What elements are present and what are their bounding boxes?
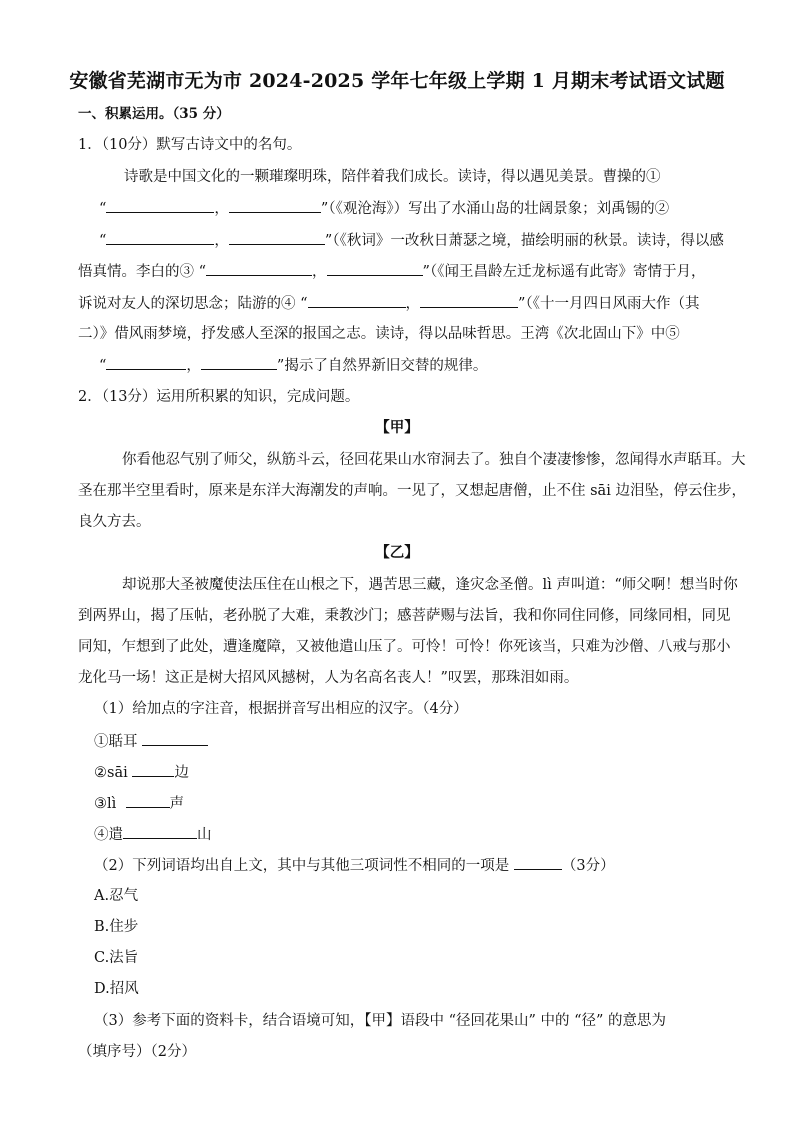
passage-yi-label: 【乙】 [375, 544, 419, 561]
option-b[interactable]: B.住步 [94, 919, 139, 935]
sub-question-2: （2）下列词语均出自上文，其中与其他三项词性不相同的一项是 （3分） [94, 855, 615, 876]
passage-jia-line: 良久方去。 [78, 514, 151, 530]
answer-item-3: ③lì 声 [94, 793, 184, 814]
answer-blank[interactable] [327, 261, 423, 276]
q1-line-3: “ ， ”（《秋词》一改秋日萧瑟之境，描绘明丽的秋景。读诗，得以感 [99, 230, 724, 251]
answer-blank[interactable] [142, 731, 208, 746]
option-c[interactable]: C.法旨 [94, 950, 139, 966]
answer-blank[interactable] [106, 355, 186, 370]
answer-blank[interactable] [106, 198, 214, 213]
passage-yi-line: 同知，乍想到了此处，遭逢魔障，又被他遣山压了。可怜！可怜！你死该当，只难为沙僧、八戒与那小 [78, 639, 731, 655]
page-title: 安徽省芜湖市无为市 2024-2025 学年七年级上学期 1 月期末考试语文试题 [69, 70, 725, 92]
sub-question-1: （1）给加点的字注音，根据拼音写出相应的汉字。（4分） [94, 701, 468, 717]
q1-line-1: 诗歌是中国文化的一颗璀璨明珠，陪伴着我们成长。读诗，得以遇见美景。曹操的① [124, 169, 661, 185]
answer-blank[interactable] [229, 230, 325, 245]
answer-item-2: ②sāi 边 [94, 762, 189, 783]
answer-blank[interactable] [126, 793, 170, 808]
passage-yi-line: 龙化马一场！这正是树大招风风撼树，人为名高名丧人！”叹罢，那珠泪如雨。 [78, 670, 579, 686]
answer-blank[interactable] [201, 355, 277, 370]
answer-item-1: ①聒耳 [94, 731, 208, 752]
passage-yi-line: 到两界山，揭了压帖，老孙脱了大难，秉教沙门；感菩萨赐与法旨，我和你同住同修，同缘同相，同见 [78, 608, 731, 624]
passage-yi-line: 却说那大圣被魔使法压住在山根之下，遇苦思三藏，逢灾念圣僧。lì 声叫道：“师父啊！想当时你 [122, 577, 738, 593]
answer-blank[interactable] [132, 762, 174, 777]
q1-line-6: 二）》借风雨梦境，抒发感人至深的报国之志。读诗，得以品味哲思。王湾《次北固山下》中⑤ [78, 326, 680, 342]
option-a[interactable]: A.忍气 [94, 888, 139, 904]
answer-item-4: ④遣 山 [94, 824, 212, 845]
sub-question-3: （3）参考下面的资料卡，结合语境可知，【甲】语段中 “径回花果山” 中的 “径” 的意思为 [94, 1013, 667, 1029]
q1-line-4: 悟真情。李白的③ “ ， ”（《闻王昌龄左迁龙标遥有此寄》寄情于月， [78, 261, 705, 282]
q1-line-7: “ ， ”揭示了自然界新旧交替的规律。 [99, 355, 487, 376]
q1-line-5: 诉说对友人的深切思念；陆游的④ “ ， ”（《十一月四日风雨大作（其 [78, 293, 699, 314]
passage-jia-line: 你看他忍气别了师父，纵筋斗云，径回花果山水帘洞去了。独自个凄凄惨惨，忽闻得水声聒耳。大 [122, 452, 746, 468]
sub-question-3-cont: （填序号）（2分） [78, 1044, 196, 1060]
question-1-header: 1．（10分）默写古诗文中的名句。 [78, 137, 302, 153]
passage-jia-label: 【甲】 [375, 419, 419, 436]
answer-blank[interactable] [229, 198, 321, 213]
answer-blank[interactable] [514, 855, 562, 870]
answer-blank[interactable] [206, 261, 312, 276]
answer-blank[interactable] [123, 824, 197, 839]
answer-blank[interactable] [420, 293, 518, 308]
passage-jia-line: 圣在那半空里看时，原来是东洋大海潮发的声响。一见了，又想起唐僧，止不住 sāi 边泪坠，停云住步， [78, 483, 746, 499]
section-heading: 一、积累运用。（35 分） [78, 106, 230, 122]
answer-blank[interactable] [308, 293, 406, 308]
q1-line-2: “ ， ”（《观沧海》）写出了水涌山岛的壮阔景象；刘禹锡的② [99, 198, 669, 219]
answer-blank[interactable] [106, 230, 214, 245]
question-2-header: 2．（13分）运用所积累的知识，完成问题。 [78, 389, 360, 405]
option-d[interactable]: D.招风 [94, 981, 139, 997]
